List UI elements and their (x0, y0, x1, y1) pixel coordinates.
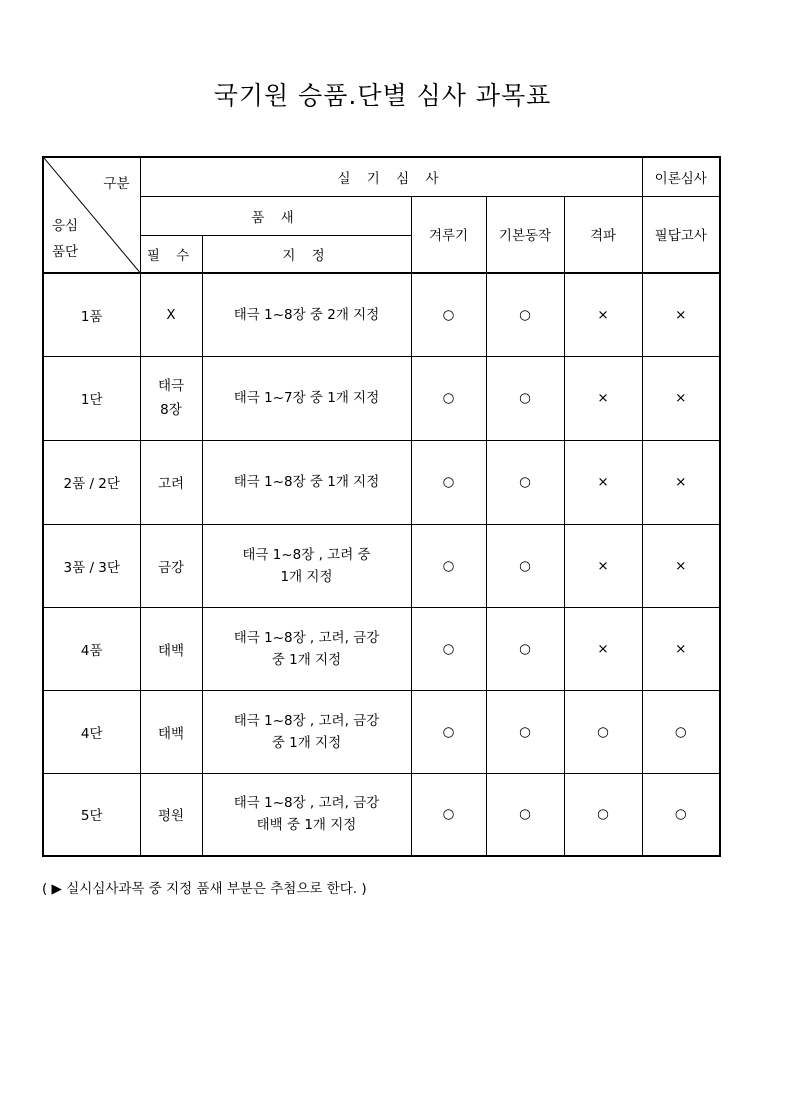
sparring-mark: ○ (411, 607, 486, 690)
sparring-mark: ○ (411, 273, 486, 356)
basic-mark: ○ (486, 607, 564, 690)
written-test-header: 필답고사 (642, 196, 720, 273)
designated-line-1: 태극 1~8장 , 고려, 금강 (233, 712, 380, 729)
page-title: 국기원 승품.단별 심사 과목표 (213, 81, 552, 110)
applicant-label-2: 품단 (52, 244, 79, 260)
table-row (43, 440, 720, 524)
required-cell (140, 356, 202, 440)
basic-mark: ○ (486, 690, 564, 773)
written-mark: × (642, 356, 720, 440)
rank-cell: 4단 (43, 690, 140, 773)
required-cell: 고려 (140, 440, 202, 524)
designated-cell: 태극 1~8장 중 2개 지정 (202, 273, 411, 356)
breaking-mark: ○ (564, 690, 642, 773)
designated-cell (202, 524, 411, 607)
poomsae-header: 품 새 (140, 196, 411, 235)
practical-exam-header: 실 기 심 사 (140, 157, 642, 196)
table-row (43, 773, 720, 856)
designated-line-2: 태백 중 1개 지정 (256, 817, 357, 834)
breaking-mark: × (564, 524, 642, 607)
rank-cell: 4품 (43, 607, 140, 690)
written-mark: × (642, 524, 720, 607)
sparring-mark: ○ (411, 690, 486, 773)
designated-cell: 태극 1~7장 중 1개 지정 (202, 356, 411, 440)
breaking-mark: × (564, 356, 642, 440)
sparring-mark: ○ (411, 356, 486, 440)
footnote: ( ▶ 실시심사과목 중 지정 품새 부분은 추첨으로 한다. ) (42, 881, 367, 897)
table-row (43, 356, 720, 440)
basic-movements-header: 기본동작 (486, 196, 564, 273)
required-cell: 평원 (140, 773, 202, 856)
exam-subject-table (42, 156, 721, 857)
sparring-header: 겨루기 (411, 196, 486, 273)
required-line-2: 8장 (160, 402, 182, 418)
rank-cell: 3품 / 3단 (43, 524, 140, 607)
rank-cell: 1품 (43, 273, 140, 356)
required-cell: 태백 (140, 690, 202, 773)
required-header: 필 수 (140, 235, 202, 273)
required-cell: 금강 (140, 524, 202, 607)
written-mark: ○ (642, 690, 720, 773)
designated-cell (202, 607, 411, 690)
designated-line-1: 태극 1~8장 , 고려, 금강 (233, 629, 380, 646)
written-mark: × (642, 607, 720, 690)
rank-cell: 2품 / 2단 (43, 440, 140, 524)
sparring-mark: ○ (411, 440, 486, 524)
table-row (43, 690, 720, 773)
required-cell: 태백 (140, 607, 202, 690)
breaking-mark: ○ (564, 773, 642, 856)
basic-mark: ○ (486, 273, 564, 356)
basic-mark: ○ (486, 773, 564, 856)
breaking-header: 격파 (564, 196, 642, 273)
rank-cell: 5단 (43, 773, 140, 856)
sparring-mark: ○ (411, 524, 486, 607)
basic-mark: ○ (486, 356, 564, 440)
written-mark: × (642, 273, 720, 356)
breaking-mark: × (564, 440, 642, 524)
designated-cell (202, 690, 411, 773)
designated-line-1: 태극 1~8장 , 고려 중 (242, 546, 371, 563)
required-line-1: 태극 (157, 378, 185, 394)
required-cell: X (140, 273, 202, 356)
table-row (43, 273, 720, 356)
designated-line-1: 태극 1~8장 , 고려, 금강 (233, 795, 380, 812)
applicant-label-1: 응심 (52, 218, 79, 234)
rank-cell: 1단 (43, 356, 140, 440)
designated-line-2: 1개 지정 (280, 568, 333, 585)
designated-line-2: 중 1개 지정 (271, 734, 342, 751)
designated-cell (202, 773, 411, 856)
diagonal-header-cell (43, 157, 140, 273)
designated-header: 지 정 (202, 235, 411, 273)
table-row (43, 607, 720, 690)
basic-mark: ○ (486, 524, 564, 607)
category-label: 구분 (103, 176, 130, 192)
breaking-mark: × (564, 607, 642, 690)
breaking-mark: × (564, 273, 642, 356)
sparring-mark: ○ (411, 773, 486, 856)
table-row (43, 524, 720, 607)
basic-mark: ○ (486, 440, 564, 524)
written-mark: × (642, 440, 720, 524)
theory-exam-header: 이론심사 (642, 157, 720, 196)
written-mark: ○ (642, 773, 720, 856)
designated-line-2: 중 1개 지정 (271, 651, 342, 668)
designated-cell: 태극 1~8장 중 1개 지정 (202, 440, 411, 524)
